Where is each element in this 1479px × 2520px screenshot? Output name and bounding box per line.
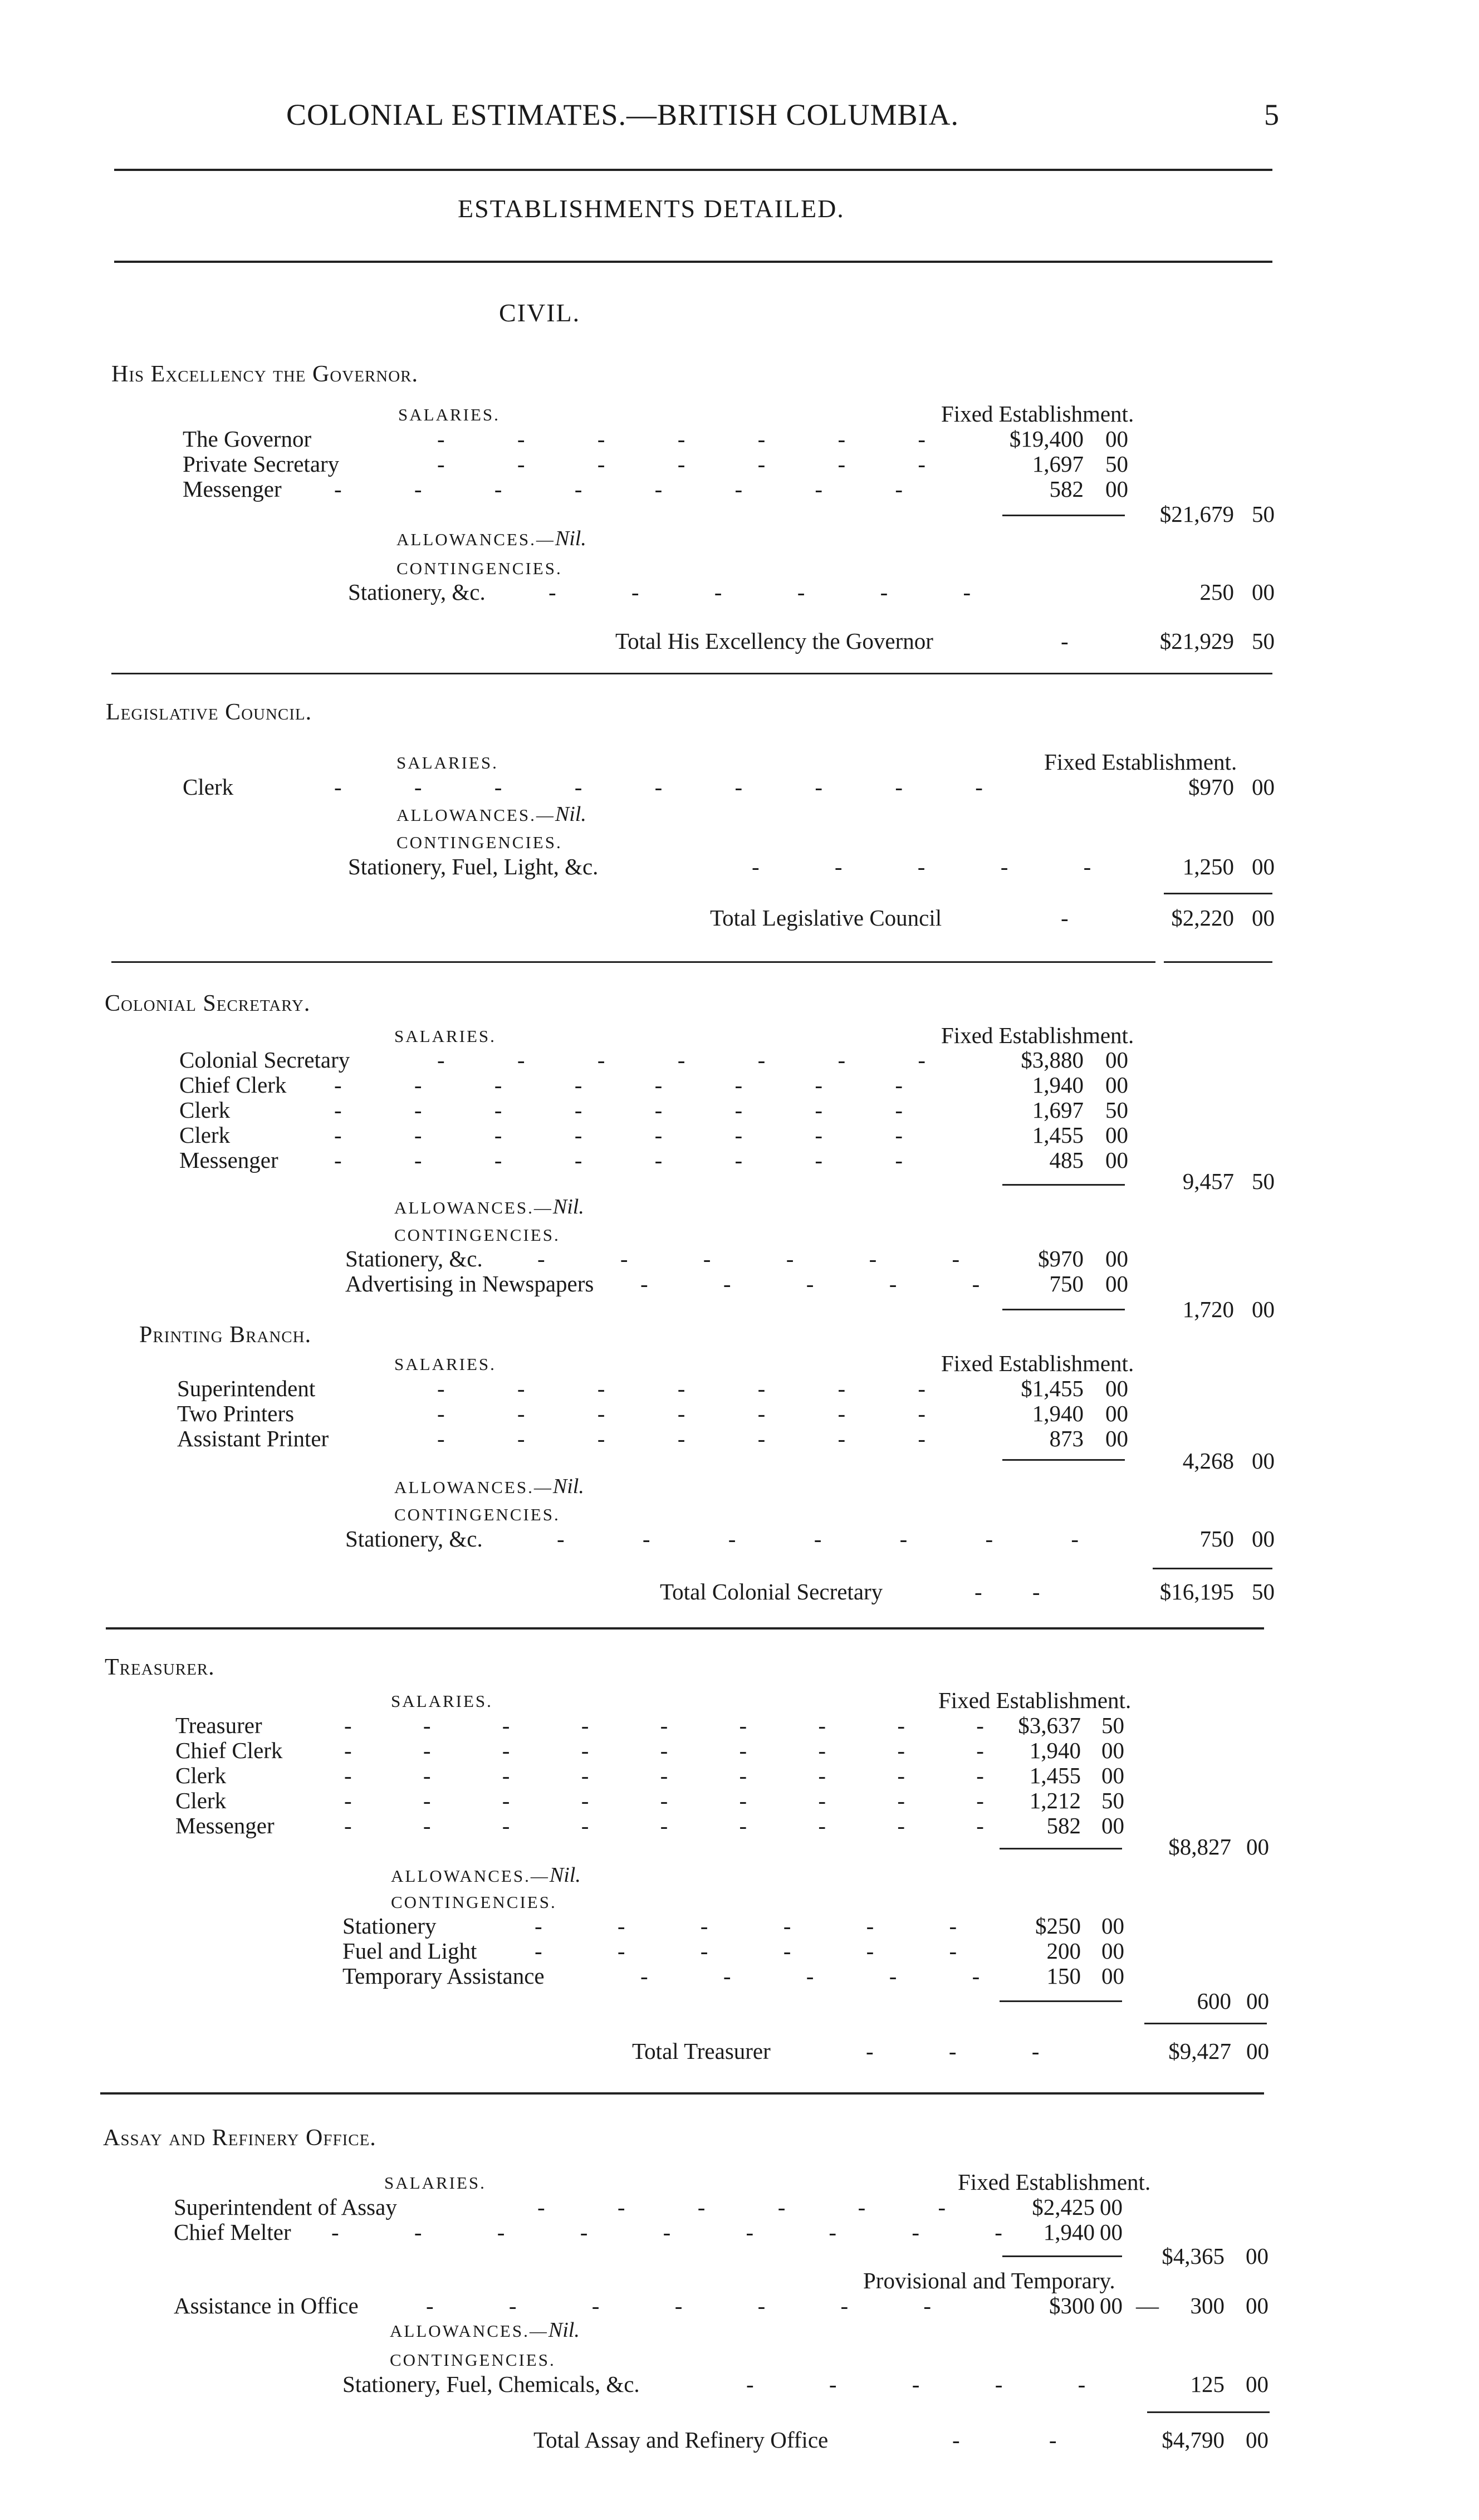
item-label: Chief Melter <box>174 2219 291 2245</box>
total-label: Total Colonial Secretary <box>660 1579 883 1604</box>
subtotal-cents: 00 <box>1246 1834 1269 1860</box>
amount-dollars: 485 <box>1049 1147 1084 1173</box>
allowances-label: ALLOWANCES.—Nil. <box>396 527 586 550</box>
amount-dollars: 1,455 <box>1032 1122 1084 1148</box>
leader-dashes: - - - - - <box>746 2371 1086 2397</box>
subtotal-dollars: 9,457 <box>1182 1168 1234 1194</box>
printing-branch-heading: Printing Branch. <box>139 1322 312 1348</box>
leader-dashes: - - <box>974 1579 1040 1604</box>
rule <box>114 261 1272 263</box>
fixed-establishment-label: Fixed Establishment. <box>941 1022 1134 1048</box>
subtotal-dollars: 600 <box>1197 1988 1231 2014</box>
leader-dashes: - - - - - - <box>537 1246 960 1271</box>
sum-rule <box>1000 1848 1122 1849</box>
total-dollars: $16,195 <box>1159 1579 1234 1604</box>
item-label: The Governor <box>183 426 312 452</box>
leader-dashes: - - - - - - - - <box>334 1097 903 1123</box>
subtotal-dollars: $8,827 <box>1168 1834 1231 1860</box>
amount-dollars: 1,212 <box>1029 1788 1081 1813</box>
amount-cents: 00 <box>1246 2371 1269 2397</box>
salaries-label: SALARIES. <box>398 405 500 424</box>
sum-rule <box>1002 1309 1125 1310</box>
em-dash-separator: — <box>1136 2293 1159 2318</box>
sum-rule <box>1002 1184 1125 1186</box>
item-label: Stationery, Fuel, Light, &c. <box>348 854 599 879</box>
item-label: Clerk <box>179 1097 231 1123</box>
amount-cents: 00 <box>1100 2194 1123 2220</box>
amount-dollars: 582 <box>1046 1813 1081 1838</box>
amount-cents: 00 <box>1105 1147 1128 1173</box>
leader-dashes: - - - - - - <box>537 2194 946 2220</box>
amount-cents: 00 <box>1105 1246 1128 1271</box>
contingencies-label: CONTINGENCIES. <box>394 1505 560 1524</box>
leader-dashes: - - - - - - - - <box>334 1072 903 1098</box>
leader-dashes: - - - - - - - - <box>334 1122 903 1148</box>
item-label: Colonial Secretary <box>179 1047 350 1073</box>
contingencies-label: CONTINGENCIES. <box>394 1225 560 1245</box>
total-dollars: $21,929 <box>1159 628 1234 654</box>
leader-dashes: - - - - - - - <box>437 1401 926 1426</box>
item-label: Chief Clerk <box>179 1072 287 1098</box>
sum-rule <box>1002 1459 1125 1461</box>
total-label: Total Treasurer <box>632 2038 771 2064</box>
contingencies-label: CONTINGENCIES. <box>396 833 562 852</box>
item-label: Two Printers <box>177 1401 295 1426</box>
amount-dollars: 1,940 <box>1032 1072 1084 1098</box>
sum-rule <box>1002 515 1125 516</box>
rule <box>106 1627 1264 1630</box>
leader-dashes: - - - - - - - <box>557 1526 1079 1552</box>
rule <box>1164 961 1272 963</box>
item-label: Messenger <box>179 1147 278 1173</box>
amount-dollars: 750 <box>1199 1526 1234 1552</box>
subtotal-cents: 50 <box>1252 501 1275 527</box>
amount-cents: 00 <box>1105 1072 1128 1098</box>
item-label: Advertising in Newspapers <box>345 1271 594 1296</box>
leader-dashes: - - - - - - <box>535 1938 957 1964</box>
amount-cents: 00 <box>1105 1401 1128 1426</box>
total-label: Total Legislative Council <box>710 905 942 931</box>
subtotal-cents: 00 <box>1252 1296 1275 1322</box>
salaries-label: SALARIES. <box>394 1026 496 1046</box>
colonial-heading: Colonial Secretary. <box>105 991 311 1016</box>
item-label: Clerk <box>175 1788 227 1813</box>
leader-dashes: - - - - - - - - - <box>344 1738 984 1763</box>
item-label: Superintendent <box>177 1376 316 1401</box>
total-cents: 00 <box>1246 2038 1269 2064</box>
amount-dollars: 1,455 <box>1029 1763 1081 1788</box>
item-label: Stationery, &c. <box>348 579 486 605</box>
item-label: Stationery, Fuel, Chemicals, &c. <box>342 2371 640 2397</box>
sum-rule <box>1153 1568 1272 1569</box>
total-label: Total Assay and Refinery Office <box>533 2427 829 2453</box>
total-label: Total His Excellency the Governor <box>615 628 933 654</box>
subtotal-dollars: $4,365 <box>1162 2243 1225 2269</box>
amount-dollars: 1,697 <box>1032 1097 1084 1123</box>
item-label: Temporary Assistance <box>342 1963 545 1989</box>
subtotal-cents: 00 <box>1252 1448 1275 1474</box>
page-number: 5 <box>1264 98 1280 131</box>
fixed-establishment-label: Fixed Establishment. <box>941 1350 1134 1376</box>
amount-dollars: $19,400 <box>1009 426 1084 452</box>
item-label: Assistant Printer <box>177 1426 329 1451</box>
amount-cents: 00 <box>1101 1938 1124 1964</box>
governor-heading: His Excellency the Governor. <box>111 361 419 387</box>
item-label: Fuel and Light <box>342 1938 477 1964</box>
allowances-label: ALLOWANCES.—Nil. <box>390 2318 580 2342</box>
rule <box>111 673 1272 674</box>
page-subtitle: ESTABLISHMENTS DETAILED. <box>458 194 845 223</box>
item-label: Superintendent of Assay <box>174 2194 397 2220</box>
item-label: Messenger <box>183 476 282 502</box>
fixed-establishment-label: Fixed Establishment. <box>941 401 1134 427</box>
amount-dollars: $2,425 <box>1032 2194 1095 2220</box>
treasurer-heading: Treasurer. <box>105 1655 215 1680</box>
amount-dollars: 125 <box>1190 2371 1225 2397</box>
leader-dashes: - - - - - - - - - <box>344 1763 984 1788</box>
item-label: Assistance in Office <box>174 2293 359 2318</box>
total-cents: 00 <box>1252 905 1275 931</box>
leader-dashes: - - - - - - - - - <box>334 774 983 800</box>
amount-dollars: 1,940 <box>1029 1738 1081 1763</box>
leader-dashes: - - - - - - - <box>437 1047 926 1073</box>
amount-cents: 00 <box>1252 1526 1275 1552</box>
leader-dashes: - - - - - - - <box>426 2293 932 2318</box>
leader-dashes: - - - - - - - - - <box>344 1712 984 1738</box>
leader-dashes: - - - - - - - <box>437 1376 926 1401</box>
item-label: Messenger <box>175 1813 275 1838</box>
leader-dashes: - - - - - <box>640 1963 980 1989</box>
leader-dashes: - - - - - - - <box>437 426 926 452</box>
subtotal-cents: 50 <box>1252 1168 1275 1194</box>
item-label: Clerk <box>179 1122 231 1148</box>
allowances-label: ALLOWANCES.—Nil. <box>391 1863 581 1887</box>
item-label: Stationery, &c. <box>345 1526 483 1552</box>
amount-dollars: $3,637 <box>1018 1712 1081 1738</box>
leader-dashes: - <box>1061 628 1069 654</box>
leader-dashes: - <box>1061 905 1069 931</box>
sum-rule <box>1164 893 1272 894</box>
amount-cents: 00 <box>1101 1738 1124 1763</box>
allowances-label: ALLOWANCES.—Nil. <box>394 1195 584 1219</box>
rule <box>111 961 1155 963</box>
amount-cents: 50 <box>1101 1712 1124 1738</box>
amount-cents: 50 <box>1101 1788 1124 1813</box>
amount-dollars: $250 <box>1035 1913 1081 1939</box>
amount-dollars: $300 <box>1049 2293 1095 2318</box>
rule <box>114 169 1272 171</box>
assay-heading: Assay and Refinery Office. <box>103 2125 376 2151</box>
amount-cents: 00 <box>1252 579 1275 605</box>
amount-cents: 50 <box>1105 1097 1128 1123</box>
total-cents: 00 <box>1246 2427 1269 2453</box>
amount-cents: 00 <box>1101 1763 1124 1788</box>
contingencies-label: CONTINGENCIES. <box>396 559 562 578</box>
total-dollars: $4,790 <box>1162 2427 1225 2453</box>
salaries-label: SALARIES. <box>391 1691 493 1711</box>
total-cents: 50 <box>1252 628 1275 654</box>
amount-dollars: 150 <box>1046 1963 1081 1989</box>
leader-dashes: - - - - - - - - <box>334 1147 903 1173</box>
fixed-establishment-label: Fixed Establishment. <box>958 2169 1151 2195</box>
sum-rule <box>1147 2411 1270 2413</box>
total-dollars: $9,427 <box>1168 2038 1231 2064</box>
amount-cents: 00 <box>1105 476 1128 502</box>
amount-cents: 00 <box>1100 2219 1123 2245</box>
sum-rule <box>1002 2255 1122 2257</box>
amount-cents: 00 <box>1252 774 1275 800</box>
amount-dollars: 582 <box>1049 476 1084 502</box>
leader-dashes: - - - - - - <box>548 579 971 605</box>
sum-rule <box>1144 2023 1267 2024</box>
item-label: Private Secretary <box>183 451 340 477</box>
amount-dollars: 750 <box>1049 1271 1084 1296</box>
amount-dollars: 1,250 <box>1182 854 1234 879</box>
subtotal-dollars: 4,268 <box>1182 1448 1234 1474</box>
amount-dollars: 1,940 <box>1032 1401 1084 1426</box>
amount-cents: 00 <box>1105 1376 1128 1401</box>
amount-cents: 00 <box>1105 1426 1128 1451</box>
leader-dashes: - - - - - <box>640 1271 980 1296</box>
amount-cents: 00 <box>1101 1913 1124 1939</box>
amount-dollars: 250 <box>1199 579 1234 605</box>
amount-dollars: 1,697 <box>1032 451 1084 477</box>
item-label: Stationery <box>342 1913 437 1939</box>
leader-dashes: - - - - - - - <box>437 1426 926 1451</box>
total-cents: 50 <box>1252 1579 1275 1604</box>
leader-dashes: - - - - - - - - - <box>344 1813 984 1838</box>
amount-cents: 00 <box>1105 1271 1128 1296</box>
running-title: COLONIAL ESTIMATES.—BRITISH COLUMBIA. <box>286 98 959 131</box>
subtotal-dollars: $21,679 <box>1159 501 1234 527</box>
total-dollars: $2,220 <box>1171 905 1234 931</box>
amount-cents: 00 <box>1105 1047 1128 1073</box>
amount-cents: 00 <box>1105 426 1128 452</box>
leader-dashes: - - - - - - - - - <box>331 2219 1002 2245</box>
subtotal-cents: 00 <box>1246 2243 1269 2269</box>
leader-dashes: - - - - - - - <box>437 451 926 477</box>
item-label: Treasurer <box>175 1712 262 1738</box>
leader-dashes: - - - - - - - - <box>334 476 903 502</box>
leader-dashes: - - - - - - - - - <box>344 1788 984 1813</box>
amount-dollars: $3,880 <box>1021 1047 1084 1073</box>
amount-dollars: $1,455 <box>1021 1376 1084 1401</box>
item-label: Chief Clerk <box>175 1738 283 1763</box>
salaries-label: SALARIES. <box>394 1354 496 1374</box>
item-label: Clerk <box>175 1763 227 1788</box>
contingencies-label: CONTINGENCIES. <box>390 2350 556 2370</box>
section-heading: CIVIL. <box>499 299 581 327</box>
provisional-label: Provisional and Temporary. <box>863 2268 1115 2293</box>
sum-rule <box>1000 2000 1122 2002</box>
salaries-label: SALARIES. <box>384 2173 486 2193</box>
leader-dashes: - - <box>952 2427 1057 2453</box>
legislative-heading: Legislative Council. <box>106 699 312 725</box>
amount-dollars: $970 <box>1188 774 1234 800</box>
amount-cents: 00 <box>1101 1813 1124 1838</box>
amount-cents: 00 <box>1252 854 1275 879</box>
item-label: Stationery, &c. <box>345 1246 483 1271</box>
amount-dollars: 300 <box>1190 2293 1225 2318</box>
amount-dollars: 1,940 <box>1043 2219 1095 2245</box>
amount-dollars: 873 <box>1049 1426 1084 1451</box>
rule <box>100 2092 1264 2095</box>
amount-cents: 00 <box>1101 1963 1124 1989</box>
leader-dashes: - - - <box>866 2038 1040 2064</box>
subtotal-cents: 00 <box>1246 1988 1269 2014</box>
leader-dashes: - - - - - - <box>535 1913 957 1939</box>
subtotal-dollars: 1,720 <box>1182 1296 1234 1322</box>
amount-cents: 00 <box>1100 2293 1123 2318</box>
item-label: Clerk <box>183 774 234 800</box>
salaries-label: SALARIES. <box>396 753 498 772</box>
allowances-label: ALLOWANCES.—Nil. <box>394 1475 584 1498</box>
amount-dollars: 200 <box>1046 1938 1081 1964</box>
amount-cents: 00 <box>1246 2293 1269 2318</box>
allowances-label: ALLOWANCES.—Nil. <box>396 803 586 826</box>
amount-cents: 50 <box>1105 451 1128 477</box>
fixed-establishment-label: Fixed Establishment. <box>1044 749 1237 775</box>
fixed-establishment-label: Fixed Establishment. <box>938 1687 1132 1713</box>
leader-dashes: - - - - - <box>752 854 1091 879</box>
contingencies-label: CONTINGENCIES. <box>391 1892 557 1912</box>
amount-cents: 00 <box>1105 1122 1128 1148</box>
amount-dollars: $970 <box>1038 1246 1084 1271</box>
